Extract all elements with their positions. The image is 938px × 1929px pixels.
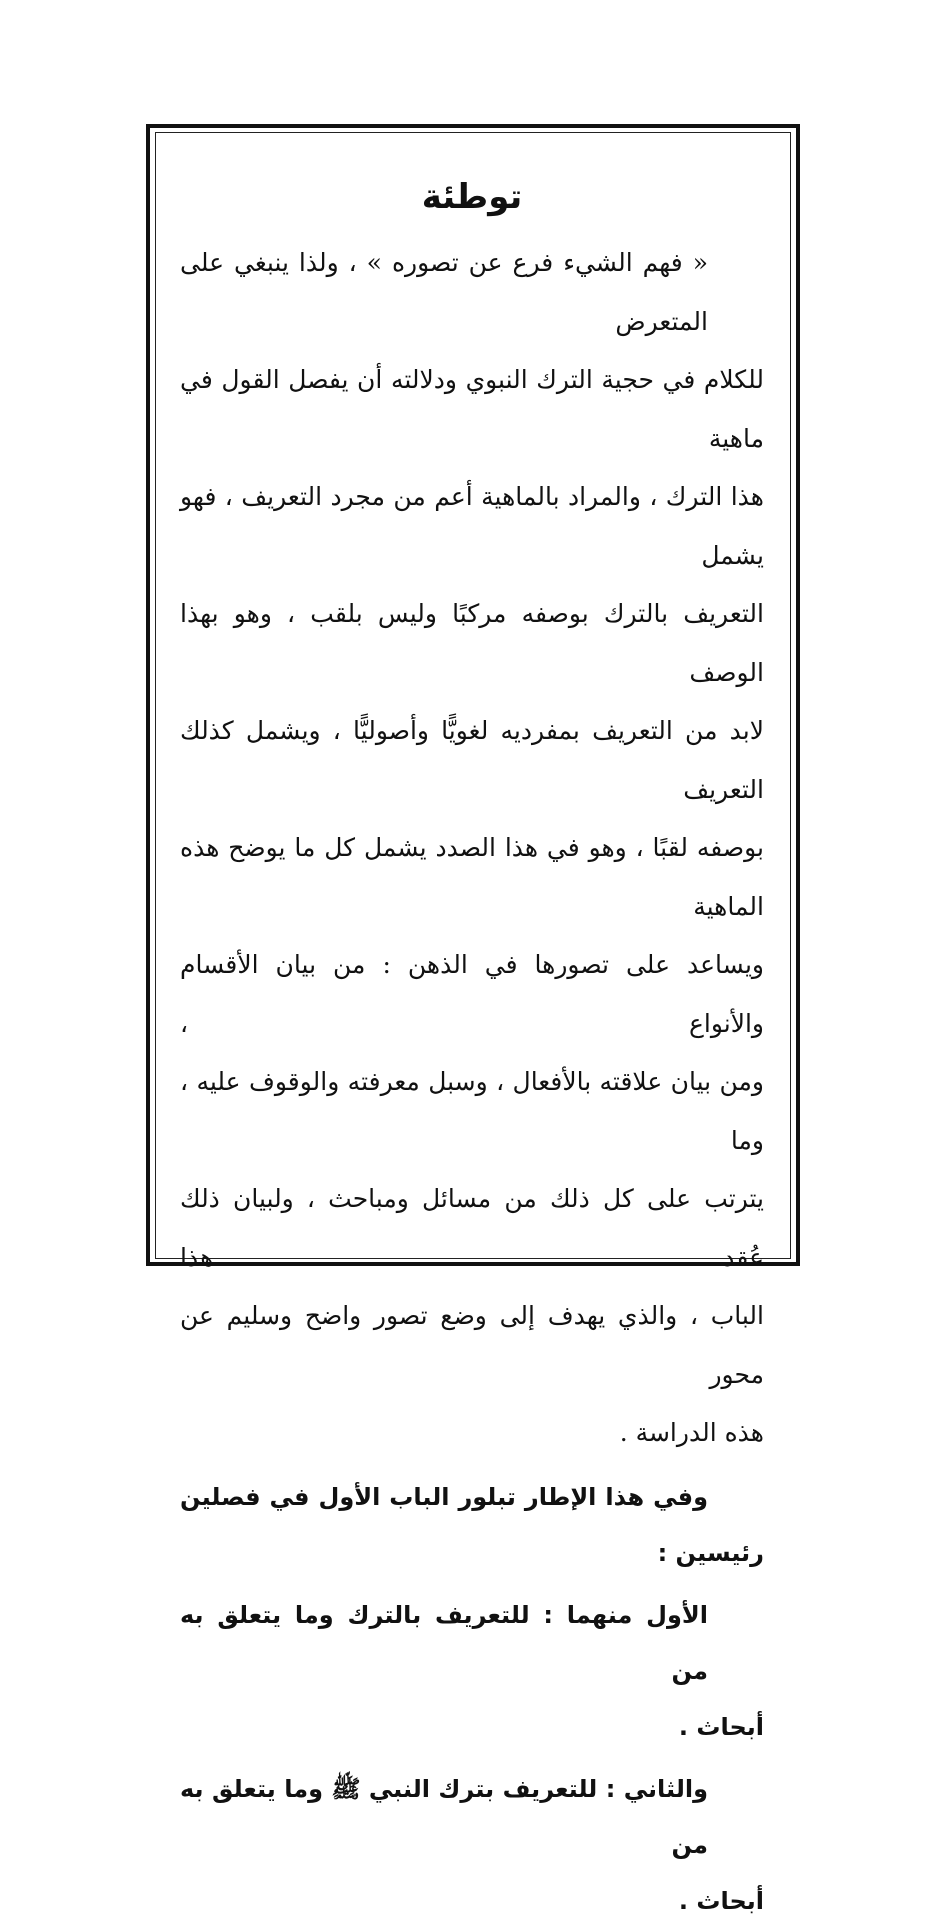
text-line: ويساعد على تصورها في الذهن : من بيان الأقسام والأنواع ، [180, 950, 764, 1038]
page-content [180, 170, 764, 1929]
text-line: وفي هذا الإطار تبلور الباب الأول في فصلين [180, 1482, 708, 1511]
text-line: رئيسين : [657, 1538, 764, 1567]
text-line: الباب ، والذي يهدف إلى وضع تصور واضح وسليم عن محور [180, 1301, 764, 1389]
text-line: الأول منهما : للتعريف بالترك وما يتعلق به من [180, 1600, 708, 1685]
text-line: التعريف بالترك بوصفه مركبًا وليس بلقب ، وهو بهذا الوصف [180, 599, 764, 687]
intro-paragraph [180, 234, 764, 1463]
text-line: لابد من التعريف بمفرديه لغويًّا وأصوليًّا ، ويشمل كذلك التعريف [180, 716, 764, 804]
text-line: أبحاث . [678, 1886, 764, 1915]
chapter-one-paragraph [180, 1587, 764, 1755]
text-line: بوصفه لقبًا ، وهو في هذا الصدد يشمل كل ما يوضح هذه الماهية [180, 833, 764, 921]
text-line: « فهم الشيء فرع عن تصوره » ، ولذا ينبغي على المتعرض [180, 248, 708, 336]
text-line: للكلام في حجية الترك النبوي ودلالته أن يفصل القول في ماهية [180, 365, 764, 453]
chapters-intro-paragraph [180, 1469, 764, 1581]
chapter-two-paragraph [180, 1761, 764, 1929]
text-line: ومن بيان علاقته بالأفعال ، وسبل معرفته والوقوف عليه ، وما [180, 1067, 764, 1155]
text-line: أبحاث . [678, 1712, 764, 1741]
page-title: توطئة [421, 177, 523, 217]
text-line: والثاني : للتعريف بترك النبي ﷺ وما يتعلق به من [180, 1774, 708, 1859]
text-line: هذا الترك ، والمراد بالماهية أعم من مجرد التعريف ، فهو يشمل [180, 482, 764, 570]
text-line: هذه الدراسة . [619, 1418, 764, 1447]
text-line: يترتب على كل ذلك من مسائل ومباحث ، ولبيان ذلك عُقد هذا [180, 1184, 764, 1272]
